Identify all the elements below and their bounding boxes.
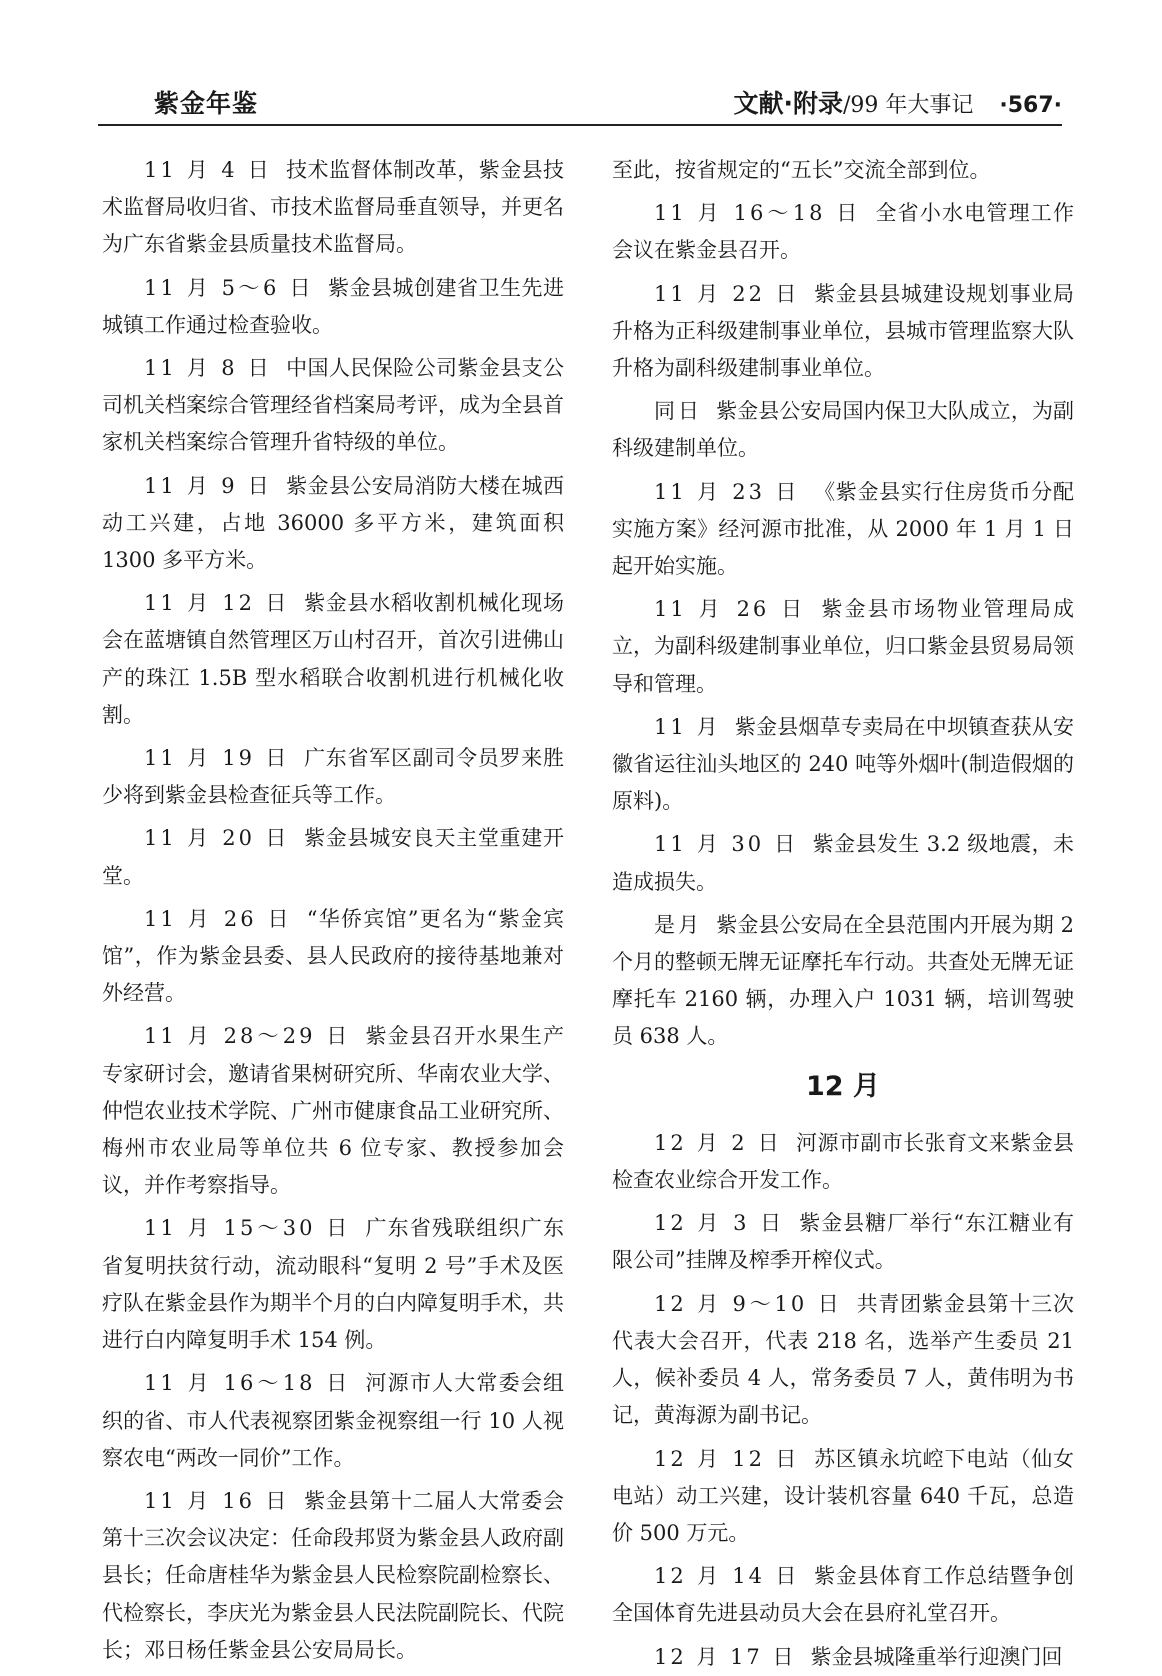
yearbook-title: 紫金年鉴: [154, 89, 259, 118]
event-date: 12 月 12 日: [654, 1446, 801, 1471]
event-text: 紫金县市场物业管理局成立，为副科级建制事业单位，归口紫金县贸易局领导和管理。: [612, 597, 1074, 696]
event-date: 11 月 20 日: [144, 826, 291, 851]
event-text: 紫金县水稻收割机械化现场会在蓝塘镇自然管理区万山村召开，首次引进佛山产的珠江 1.5B 型水稻联合收割机进行机械化收割。: [102, 591, 564, 727]
event-text: 苏区镇永坑崆下电站（仙女电站）动工兴建，设计装机容量 640 千瓦，总造价 500 万元。: [612, 1446, 1074, 1545]
event-text: 《紫金县实行住房货币分配实施方案》经河源市批准，从 2000 年 1 月 1 日起开始实施。: [612, 479, 1074, 579]
event-text: 紫金县第十二届人大常委会第十三次会议决定：任命段邦贤为紫金县人政府副县长；任命唐桂华为紫金县人民检察院副检察长、代检察长，李庆光为紫金县人民法院副院长、代院长；邓日杨任紫金县公安局局长。: [102, 1488, 564, 1662]
event-text: 广东省军区副司令员罗来胜少将到紫金县检查征兵等工作。: [102, 746, 564, 808]
event-entry: [102, 740, 564, 814]
event-date: 11 月 16～18 日: [654, 201, 862, 226]
event-date: 11 月 22 日: [654, 281, 801, 306]
event-text: 紫金县公安局消防大楼在城西动工兴建，占地 36000 多平方米，建筑面积 1300 多平方米。: [102, 473, 565, 573]
event-text: “华侨宾馆”更名为“紫金宾馆”，作为紫金县委、县人民政府的接待基地兼对外经营。: [102, 906, 564, 1006]
event-text: 紫金县召开水果生产专家研讨会，邀请省果树研究所、华南农业大学、仲恺农业技术学院、广州市健康食品工业研究所、梅州市农业局等单位共 6 位专家、教授参加会议，并作考察指导。: [102, 1024, 564, 1198]
event-date: 11 月 23 日: [654, 479, 801, 504]
event-text: 紫金县体育工作总结暨争创全国体育先进县动员大会在县府礼堂召开。: [612, 1564, 1074, 1626]
section-name: 文献·附录: [733, 89, 843, 118]
event-entry: [102, 270, 564, 344]
event-date: 11 月 9 日: [144, 473, 273, 498]
event-entry: [612, 1639, 1074, 1676]
event-entry: [102, 1365, 564, 1477]
continuation-text: 至此，按省规定的“五长”交流全部到位。: [612, 158, 991, 182]
page-number: ·567·: [999, 93, 1062, 118]
event-date: 11 月 30 日: [654, 832, 799, 857]
event-date: 12 月 9～10 日: [654, 1291, 843, 1316]
event-text: 紫金县发生 3.2 级地震，未造成损失。: [612, 832, 1074, 894]
event-entry: [612, 1125, 1074, 1199]
event-date: 11 月 28～29 日: [144, 1024, 352, 1049]
page-header: [98, 84, 1062, 126]
event-date: 12 月 17 日: [654, 1644, 797, 1669]
event-date: 同日: [654, 399, 703, 424]
left-column: [102, 152, 565, 1662]
event-text: 中国人民保险公司紫金县支公司机关档案综合管理经省档案局考评，成为全县首家机关档案综合管理升省特级的单位。: [102, 356, 565, 455]
section-title: [733, 84, 1062, 120]
event-entry: [102, 901, 564, 1013]
event-text: 共青团紫金县第十三次代表大会召开，代表 218 名，选举产生委员 21 人，候补委员 4 人，常务委员 7 人，黄伟明为书记，黄海源为副书记。: [612, 1291, 1074, 1428]
event-date: 是月: [654, 912, 703, 937]
event-entry: [102, 350, 564, 462]
event-date: 12 月 14 日: [654, 1564, 801, 1589]
event-entry: [612, 591, 1074, 703]
event-entry: [612, 276, 1074, 388]
event-entry: [612, 1558, 1074, 1632]
event-date: 11 月 5～6 日: [144, 275, 314, 300]
event-date: 11 月 16～18 日: [144, 1371, 352, 1396]
event-date: 11 月 16 日: [144, 1488, 291, 1513]
event-entry: [612, 709, 1074, 821]
event-date: 11 月: [654, 714, 721, 739]
event-text: 紫金县烟草专卖局在中坝镇查获从安徽省运往汕头地区的 240 吨等外烟叶(制造假烟的原料)。: [612, 714, 1074, 814]
event-entry: [612, 907, 1074, 1056]
event-entry: [102, 1483, 564, 1669]
event-date: 11 月 4 日: [144, 158, 273, 182]
event-text: 紫金县公安局在全县范围内开展为期 2 个月的整顿无牌无证摩托车行动。共查处无牌无证摩托车 2160 辆，办理入户 1031 辆，培训驾驶员 638 人。: [612, 912, 1075, 1049]
event-text: 全省小水电管理工作会议在紫金县召开。: [612, 201, 1074, 263]
event-entry: [612, 393, 1074, 467]
event-entry: [612, 1205, 1074, 1279]
event-date: 11 月 26 日: [144, 906, 293, 931]
event-entry: [102, 820, 564, 894]
event-date: 11 月 12 日: [144, 591, 291, 616]
event-date: 11 月 8 日: [144, 356, 273, 381]
event-entry: [102, 468, 564, 580]
section-subtitle: /99 年大事记: [842, 93, 974, 118]
event-entry: [612, 195, 1074, 269]
event-entry: [612, 826, 1074, 900]
event-entry: [102, 585, 564, 734]
event-date: 12 月 2 日: [654, 1130, 783, 1155]
event-entry: [102, 1210, 564, 1359]
month-heading: 12 月: [806, 1070, 880, 1102]
event-text: 河源市人大常委会组织的省、市人代表视察团紫金视察组一行 10 人视察农电“两改一同价”工作。: [102, 1371, 564, 1470]
event-date: 12 月 3 日: [654, 1211, 786, 1236]
event-text: 紫金县城创建省卫生先进城镇工作通过检查验收。: [102, 275, 564, 337]
event-text: 紫金县县城建设规划事业局升格为正科级建制事业单位，县城市管理监察大队升格为副科级建制事业单位。: [612, 281, 1074, 381]
event-date: 11 月 26 日: [654, 597, 808, 622]
event-text: 紫金县城隆重举行迎澳门回: [810, 1644, 1063, 1669]
event-entry: [102, 152, 564, 264]
event-text: 技术监督体制改革，紫金县技术监督局收归省、市技术监督局垂直领导，并更名为广东省紫金县质量技术监督局。: [102, 158, 565, 257]
event-entry: [612, 1286, 1074, 1435]
right-column: [612, 152, 1075, 1669]
event-text: 河源市副市长张育文来紫金县检查农业综合开发工作。: [612, 1130, 1075, 1193]
event-date: 11 月 19 日: [144, 746, 291, 771]
event-text: 紫金县公安局国内保卫大队成立，为副科级建制单位。: [612, 399, 1075, 461]
event-entry: [612, 474, 1074, 586]
event-text: 广东省残联组织广东省复明扶贫行动，流动眼科“复明 2 号”手术及医疗队在紫金县作为期半个月的白内障复明手术，共进行白内障复明手术 154 例。: [102, 1216, 564, 1353]
event-text: 紫金县城安良天主堂重建开堂。: [102, 826, 564, 888]
event-text: 紫金县糖厂举行“东江糖业有限公司”挂牌及榨季开榨仪式。: [612, 1211, 1074, 1273]
event-entry: [102, 1018, 564, 1204]
event-date: 11 月 15～30 日: [144, 1216, 352, 1241]
event-entry: [612, 1441, 1074, 1553]
